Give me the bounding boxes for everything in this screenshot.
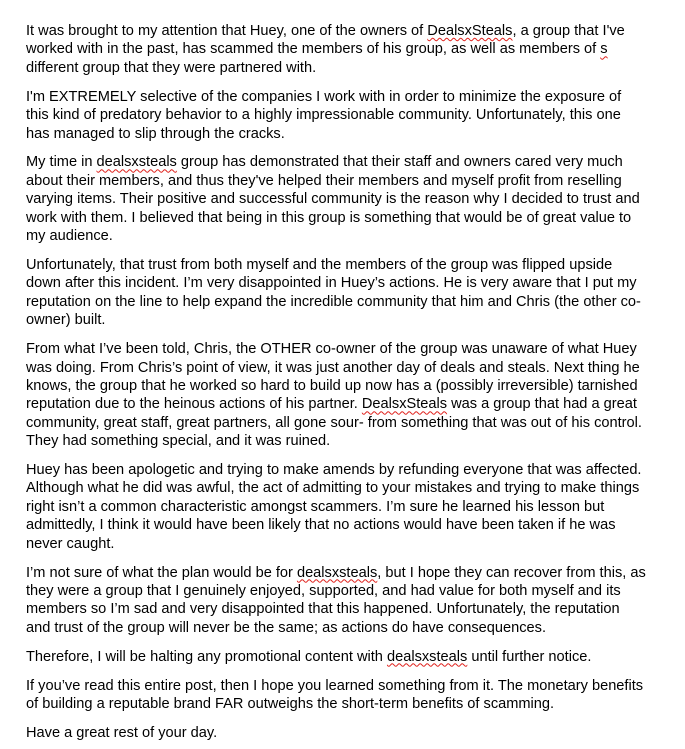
paragraph xyxy=(26,88,654,143)
paragraph xyxy=(26,153,654,245)
text-run: was a group that had a great community, great staff, great partners, all gone sour- from something that was out of his control. They had something special, and it was ruined. xyxy=(26,396,642,450)
paragraph xyxy=(26,22,654,77)
document-body xyxy=(26,22,654,742)
paragraph xyxy=(26,256,654,330)
paragraph xyxy=(26,724,654,742)
paragraph xyxy=(26,677,654,714)
text-run: Therefore, I will be halting any promotional content with xyxy=(26,648,387,665)
text-run: My time in xyxy=(26,154,97,171)
text-run: Unfortunately, that trust from both myself and the members of the group was flipped upside down after this incident. I’m very disappointed in Huey’s actions. He is very aware that I put my reputation on the line to help expand the incredible community that him and Chris (the other co- owner) built. xyxy=(26,256,641,329)
text-run: until further notice. xyxy=(467,648,592,665)
text-run: Have a great rest of your day. xyxy=(26,724,218,741)
text-run: different group that they were partnered with. xyxy=(26,59,317,76)
spellcheck-flagged-word: DealsxSteals xyxy=(427,23,513,39)
spellcheck-flagged-word: s xyxy=(600,41,608,58)
text-run: If you’ve read this entire post, then I hope you learned something from it. The monetary benefits of building a reputable brand FAR outweighs the short-term benefits of scamming. xyxy=(26,677,644,712)
paragraph xyxy=(26,461,654,553)
text-run: I’m not sure of what the plan would be for xyxy=(26,564,297,581)
text-run: I'm EXTREMELY selective of the companies I work with in order to minimize the exposure of this kind of predatory behavior to a highly impressionable community. Unfortunately, this one has managed to slip through the cracks. xyxy=(26,88,622,142)
paragraph xyxy=(26,648,654,666)
spellcheck-flagged-word: dealsxsteals xyxy=(386,648,468,665)
spellcheck-flagged-word: DealsxSteals xyxy=(361,396,448,413)
text-run: Huey has been apologetic and trying to make amends by refunding everyone that was affected. Although what he did was awful, the act of admitting to your mistakes and trying to make things right isn’t a common characteristic amongst scammers. I’m sure he learned his lesson but admittedly, I think it would have been likely that no actions would have been taken if he was never caught. xyxy=(26,462,642,552)
text-run: , a group that I've worked with in the past, has scammed the members of his group, as well as members of xyxy=(26,23,625,58)
paragraph xyxy=(26,564,654,638)
text-run: It was brought to my attention that Huey, one of the owners of xyxy=(26,23,428,39)
spellcheck-flagged-word: dealsxsteals xyxy=(96,154,177,171)
text-run: group has demonstrated that their staff and owners cared very much about their members, and thus they've helped their members and myself profit from reselling varying items. Their positive and successful community is the reason why I decided to trust and work with them. I believed that being in this group is something that would be of great value to my audience. xyxy=(26,154,640,245)
text-run: From what I’ve been told, Chris, the OTHER co-owner of the group was unaware of what Huey was doing. From Chris’s point of view, it was just another day of deals and steals. Next thing he knows, the group that he worked so hard to build up now has a (possibly irreversible) tarnished reputation due to the heinous actions of his partner. xyxy=(26,341,640,413)
paragraph xyxy=(26,340,654,450)
text-run: , but I hope they can recover from this, as they were a group that I genuinely enjoyed, supported, and had value for both myself and its members so I’m sad and very disappointed that this happened. Unfortunately, the reputation and trust of the group will never be the same; as actions do have consequences. xyxy=(26,564,646,636)
spellcheck-flagged-word: dealsxsteals xyxy=(296,564,378,581)
